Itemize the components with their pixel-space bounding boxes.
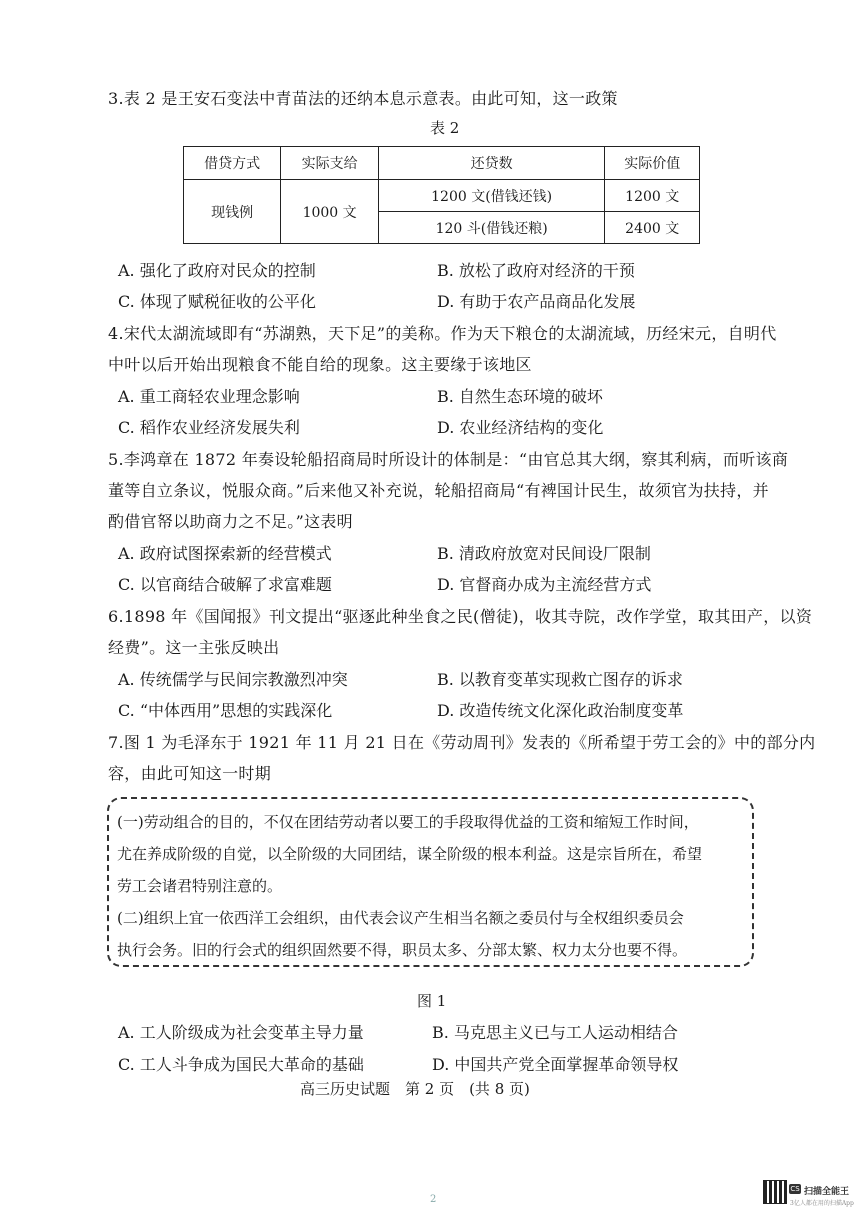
page-footer: 高三历史试题 第 2 页 (共 8 页) [300, 1080, 530, 1098]
q4-stem-line: 4.宋代太湖流域即有“苏湖熟，天下足”的美称。作为天下粮仓的太湖流域，历经宋元，自明代 [108, 324, 777, 343]
table-header-row [184, 147, 700, 180]
scanner-watermark-subtitle: 3亿人都在用的扫描App [790, 1200, 854, 1207]
scanner-watermark-title: 扫描全能王 [804, 1187, 850, 1197]
table-row [184, 180, 700, 212]
q6-option-a: A. 传统儒学与民间宗教激烈冲突 [118, 670, 348, 689]
table-cell-given: 1000 文 [281, 180, 379, 244]
q7-stem-line: 7.图 1 为毛泽东于 1921 年 11 月 21 日在《劳动周刊》发表的《所希望于劳工会的》中的部分内 [108, 733, 816, 752]
table-header: 还贷数 [378, 147, 605, 180]
q6-stem-line: 经费”。这一主张反映出 [108, 638, 280, 657]
q6-option-c: C. “中体西用”思想的实践深化 [118, 701, 333, 720]
table-cell-method: 现钱例 [184, 180, 281, 244]
table-header: 实际支给 [281, 147, 379, 180]
q6-stem-line: 6.1898 年《国闻报》刊文提出“驱逐此种坐食之民(僧徒)，收其寺院，改作学堂，取其田产，以资 [108, 607, 813, 626]
q3-option-a: A. 强化了政府对民众的控制 [118, 261, 316, 280]
q3-option-c: C. 体现了赋税征收的公平化 [118, 292, 316, 311]
q7-stem-line: 容，由此可知这一时期 [108, 764, 272, 783]
q5-option-b: B. 清政府放宽对民间设厂限制 [437, 544, 651, 563]
table-cell-value: 1200 文 [605, 180, 700, 212]
table-header: 借贷方式 [184, 147, 281, 180]
q7-option-c: C. 工人斗争成为国民大革命的基础 [118, 1055, 364, 1074]
table-cell-repay: 120 斗(借钱还粮) [378, 212, 605, 244]
table-title: 表 2 [430, 119, 460, 137]
q3-option-b: B. 放松了政府对经济的干预 [437, 261, 635, 280]
figure-caption: 图 1 [417, 992, 447, 1010]
q5-stem-line: 酌借官帑以助商力之不足。”这表明 [108, 512, 353, 531]
q6-option-d: D. 改造传统文化深化政治制度变革 [437, 701, 684, 720]
quote-line: (一)劳动组合的目的，不仅在团结劳动者以要工的手段取得优益的工资和缩短工作时间， [117, 813, 699, 831]
quote-line: 执行会务。旧的行会式的组织固然要不得，职员太多、分部太繁、权力太分也要不得。 [117, 941, 688, 959]
q5-stem-line: 董等自立条议，悦服众商。”后来他又补充说，轮船招商局“有裨国计民生，故须官为扶持，并 [108, 481, 769, 500]
q3-option-d: D. 有助于农产品商品化发展 [437, 292, 636, 311]
table-cell-repay: 1200 文(借钱还钱) [378, 180, 605, 212]
scanner-logo-icon: CS [790, 1185, 800, 1193]
quote-line: 劳工会诸君特别注意的。 [117, 877, 283, 895]
q5-option-a: A. 政府试图探索新的经营模式 [118, 544, 332, 563]
q4-option-c: C. 稻作农业经济发展失利 [118, 418, 300, 437]
q7-option-b: B. 马克思主义已与工人运动相结合 [432, 1023, 678, 1042]
q5-option-c: C. 以官商结合破解了求富难题 [118, 575, 332, 594]
q4-stem-line: 中叶以后开始出现粮食不能自给的现象。这主要缘于该地区 [108, 355, 532, 374]
q3-stem: 3.表 2 是王安石变法中青苗法的还纳本息示意表。由此可知，这一政策 [108, 89, 618, 108]
page-number: 2 [430, 1194, 437, 1205]
q6-option-b: B. 以教育变革实现救亡图存的诉求 [437, 670, 683, 689]
q5-stem-line: 5.李鸿章在 1872 年奏设轮船招商局时所设计的体制是：“由官总其大纲，察其利病，而听该商 [108, 450, 789, 469]
q5-option-d: D. 官督商办成为主流经营方式 [437, 575, 652, 594]
q4-option-b: B. 自然生态环境的破坏 [437, 387, 603, 406]
q4-option-a: A. 重工商轻农业理念影响 [118, 387, 300, 406]
qr-code-icon [763, 1180, 787, 1204]
table-cell-value: 2400 文 [605, 212, 700, 244]
q7-option-d: D. 中国共产党全面掌握革命领导权 [432, 1055, 679, 1074]
q7-option-a: A. 工人阶级成为社会变革主导力量 [118, 1023, 364, 1042]
loan-table [183, 146, 700, 244]
q4-option-d: D. 农业经济结构的变化 [437, 418, 604, 437]
quote-line: (二)组织上宜一依西洋工会组织，由代表会议产生相当名额之委员付与全权组织委员会 [117, 909, 684, 927]
quote-line: 尤在养成阶级的自觉，以全阶级的大同团结，谋全阶级的根本利益。这是宗旨所在，希望 [117, 845, 703, 863]
table-header: 实际价值 [605, 147, 700, 180]
